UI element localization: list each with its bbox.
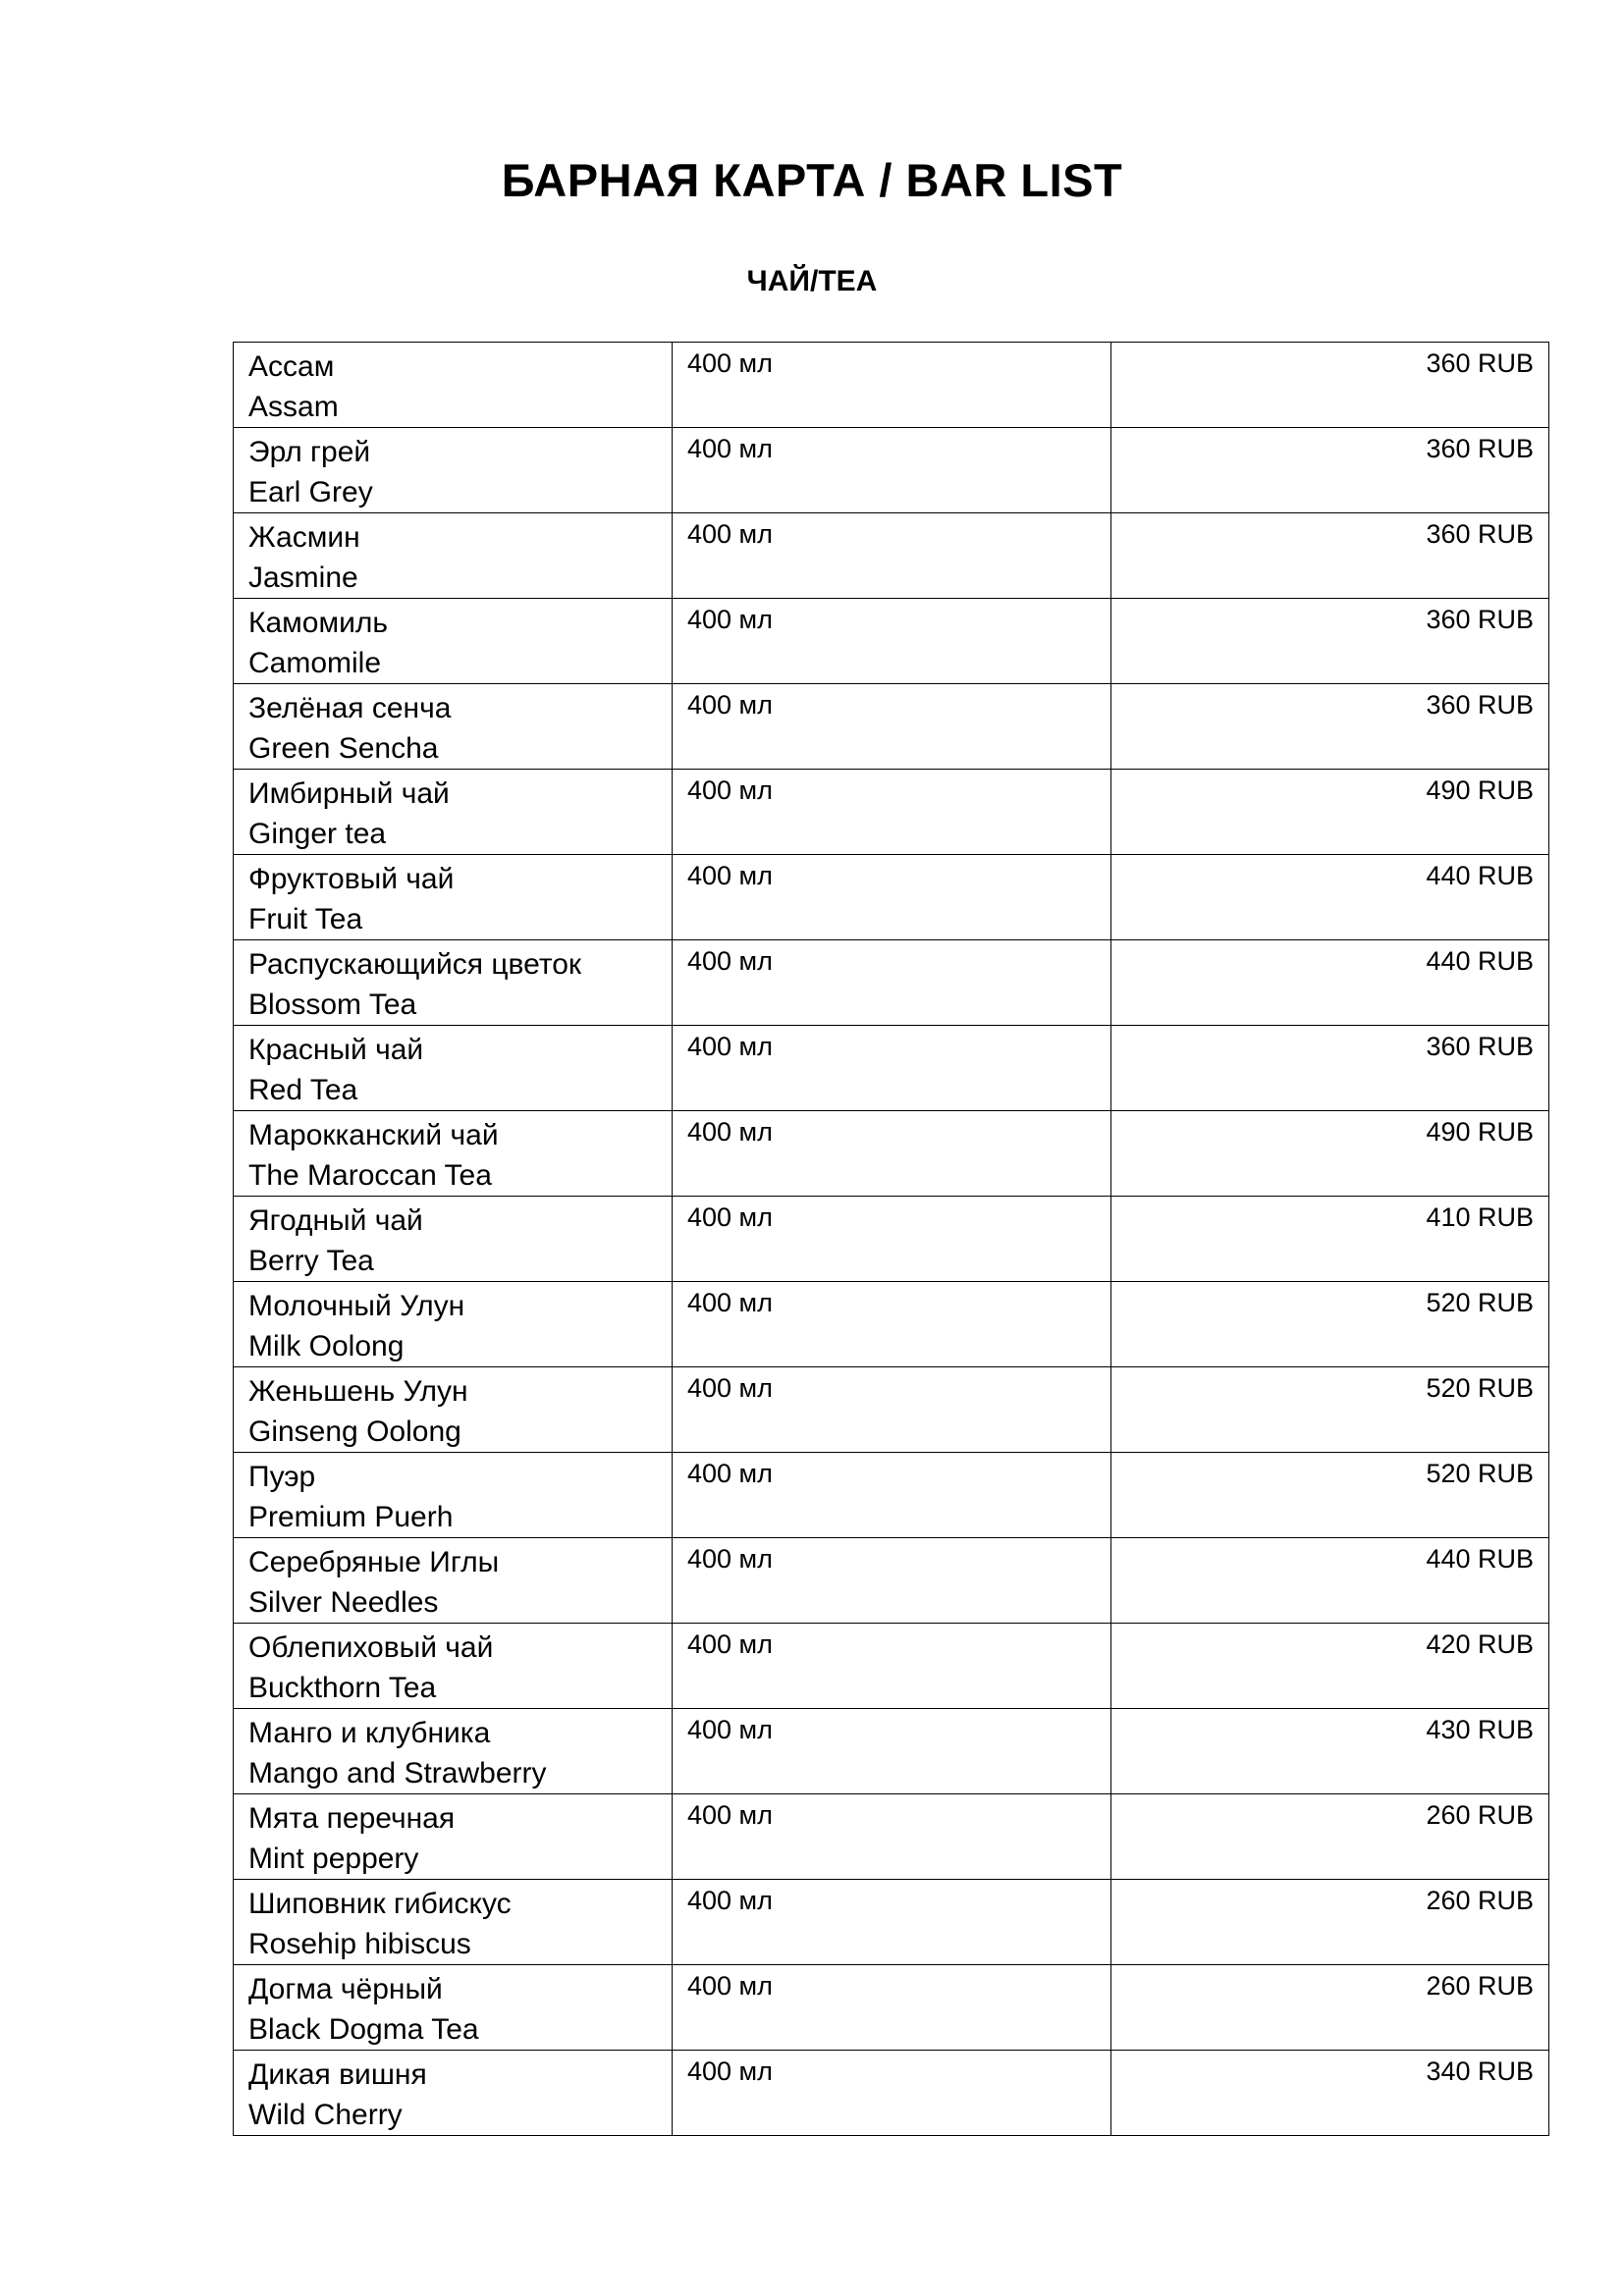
item-name-ru: Камомиль [248,607,388,639]
item-volume-cell [673,1367,1111,1453]
item-price: 340 RUB [1426,2056,1534,2086]
item-name-cell [234,855,673,940]
item-volume-cell [673,1111,1111,1197]
item-name-cell [234,1538,673,1624]
item-name-en: Jasmine [248,561,358,594]
item-price: 420 RUB [1426,1629,1534,1659]
item-name-en: Blossom Tea [248,988,417,1021]
table-row [234,1794,1549,1880]
table-row [234,599,1549,684]
item-name-en: Milk Oolong [248,1330,405,1362]
item-volume-cell [673,684,1111,770]
item-price-cell [1111,1880,1549,1965]
item-name-ru: Серебряные Иглы [248,1546,500,1578]
item-price: 520 RUB [1426,1288,1534,1317]
item-name-ru: Имбирный чай [248,777,450,810]
table-row [234,684,1549,770]
section-title: ЧАЙ/TEA [746,265,878,297]
item-price: 410 RUB [1426,1202,1534,1232]
item-volume: 400 мл [687,519,773,549]
item-volume-cell [673,1197,1111,1282]
item-volume: 400 мл [687,1886,773,1915]
item-price-cell [1111,1111,1549,1197]
tea-menu-body [234,343,1549,2136]
item-name-ru: Распускающийся цветок [248,948,582,981]
item-name-ru: Мята перечная [248,1802,456,1835]
item-price: 440 RUB [1426,1544,1534,1574]
item-volume-cell [673,599,1111,684]
item-volume: 400 мл [687,1288,773,1317]
item-price-cell [1111,770,1549,855]
table-row [234,940,1549,1026]
item-name-cell [234,1453,673,1538]
item-price: 360 RUB [1426,605,1534,634]
item-price-cell [1111,1367,1549,1453]
item-name-en: Mint peppery [248,1842,419,1875]
item-volume: 400 мл [687,1971,773,2001]
item-name-en: Assam [248,391,339,423]
item-price-cell [1111,1026,1549,1111]
item-volume-cell [673,2051,1111,2136]
item-volume-cell [673,1538,1111,1624]
item-name-ru: Молочный Улун [248,1290,465,1322]
item-name-en: Rosehip hibiscus [248,1928,471,1960]
tea-menu-table [233,342,1549,2136]
item-price-cell [1111,1624,1549,1709]
item-name-en: Red Tea [248,1074,358,1106]
item-volume-cell [673,343,1111,428]
item-volume-cell [673,1282,1111,1367]
item-price: 360 RUB [1426,690,1534,720]
item-price: 440 RUB [1426,861,1534,890]
item-price: 360 RUB [1426,1032,1534,1061]
item-price-cell [1111,1709,1549,1794]
table-row [234,428,1549,513]
item-price: 430 RUB [1426,1715,1534,1744]
item-volume-cell [673,1794,1111,1880]
item-name-ru: Женьшень Улун [248,1375,468,1408]
item-price-cell [1111,428,1549,513]
table-row [234,1026,1549,1111]
item-name-ru: Фруктовый чай [248,863,455,895]
item-price: 360 RUB [1426,519,1534,549]
item-volume-cell [673,855,1111,940]
item-volume: 400 мл [687,690,773,720]
item-name-cell [234,1282,673,1367]
item-price: 520 RUB [1426,1459,1534,1488]
item-name-en: Buckthorn Tea [248,1672,437,1704]
item-price-cell [1111,1282,1549,1367]
item-price-cell [1111,343,1549,428]
item-name-ru: Эрл грей [248,436,371,468]
table-row [234,855,1549,940]
item-name-ru: Зелёная сенча [248,692,452,724]
item-name-ru: Жасмин [248,521,360,554]
table-row [234,2051,1549,2136]
table-row [234,1538,1549,1624]
item-price-cell [1111,2051,1549,2136]
item-price: 490 RUB [1426,775,1534,805]
document-title: БАРНАЯ КАРТА / BAR LIST [501,154,1123,206]
item-volume: 400 мл [687,2056,773,2086]
item-name-en: Ginger tea [248,818,387,850]
item-volume: 400 мл [687,1117,773,1147]
item-volume: 400 мл [687,1202,773,1232]
item-volume: 400 мл [687,605,773,634]
item-price: 490 RUB [1426,1117,1534,1147]
item-name-cell [234,770,673,855]
item-name-cell [234,1367,673,1453]
item-name-cell [234,1624,673,1709]
item-price-cell [1111,1197,1549,1282]
item-name-cell [234,343,673,428]
item-name-en: Ginseng Oolong [248,1415,461,1448]
item-name-ru: Манго и клубника [248,1717,491,1749]
item-name-cell [234,1197,673,1282]
item-name-cell [234,1111,673,1197]
table-row [234,1880,1549,1965]
item-name-ru: Шиповник гибискус [248,1888,512,1920]
item-name-en: Green Sencha [248,732,439,765]
table-row [234,1709,1549,1794]
item-volume-cell [673,1709,1111,1794]
item-price-cell [1111,1538,1549,1624]
item-volume: 400 мл [687,1373,773,1403]
table-row [234,1453,1549,1538]
table-row [234,1367,1549,1453]
item-volume: 400 мл [687,1032,773,1061]
item-name-en: Earl Grey [248,476,373,508]
item-name-cell [234,1709,673,1794]
item-volume: 400 мл [687,434,773,463]
item-price-cell [1111,1965,1549,2051]
table-row [234,770,1549,855]
item-price: 360 RUB [1426,348,1534,378]
item-name-en: The Maroccan Tea [248,1159,492,1192]
item-name-ru: Догма чёрный [248,1973,443,2005]
item-volume: 400 мл [687,1800,773,1830]
item-name-cell [234,940,673,1026]
table-row [234,1197,1549,1282]
item-volume: 400 мл [687,1544,773,1574]
item-name-cell [234,2051,673,2136]
table-row [234,513,1549,599]
item-name-en: Mango and Strawberry [248,1757,547,1789]
item-name-en: Black Dogma Tea [248,2013,479,2046]
item-volume-cell [673,1880,1111,1965]
item-volume-cell [673,1624,1111,1709]
item-volume-cell [673,513,1111,599]
item-name-en: Camomile [248,647,382,679]
item-volume: 400 мл [687,1629,773,1659]
table-row [234,1624,1549,1709]
item-price: 260 RUB [1426,1971,1534,2001]
item-name-cell [234,1026,673,1111]
item-volume-cell [673,940,1111,1026]
item-name-cell [234,599,673,684]
item-name-cell [234,684,673,770]
item-name-en: Silver Needles [248,1586,439,1619]
item-price: 260 RUB [1426,1886,1534,1915]
item-price-cell [1111,684,1549,770]
item-volume-cell [673,770,1111,855]
item-name-en: Berry Tea [248,1245,374,1277]
item-name-cell [234,1794,673,1880]
table-row [234,1282,1549,1367]
item-name-cell [234,1880,673,1965]
item-volume-cell [673,428,1111,513]
item-name-cell [234,428,673,513]
item-name-ru: Ягодный чай [248,1204,423,1237]
item-name-ru: Марокканский чай [248,1119,499,1151]
item-volume: 400 мл [687,775,773,805]
item-price: 260 RUB [1426,1800,1534,1830]
table-row [234,1965,1549,2051]
table-row [234,343,1549,428]
item-volume-cell [673,1453,1111,1538]
item-volume: 400 мл [687,348,773,378]
item-volume-cell [673,1965,1111,2051]
item-price-cell [1111,940,1549,1026]
item-name-ru: Дикая вишня [248,2058,427,2091]
item-name-ru: Облепиховый чай [248,1631,494,1664]
table-row [234,1111,1549,1197]
item-price-cell [1111,1794,1549,1880]
item-name-cell [234,1965,673,2051]
item-name-cell [234,513,673,599]
item-price: 520 RUB [1426,1373,1534,1403]
item-volume: 400 мл [687,1459,773,1488]
item-name-en: Premium Puerh [248,1501,454,1533]
item-price-cell [1111,513,1549,599]
item-price-cell [1111,599,1549,684]
item-price: 360 RUB [1426,434,1534,463]
item-price: 440 RUB [1426,946,1534,976]
item-volume: 400 мл [687,861,773,890]
item-volume: 400 мл [687,946,773,976]
item-name-ru: Пуэр [248,1461,316,1493]
item-name-en: Fruit Tea [248,903,363,935]
item-name-ru: Ассам [248,350,335,383]
item-volume-cell [673,1026,1111,1111]
item-name-ru: Красный чай [248,1034,424,1066]
item-name-en: Wild Cherry [248,2099,403,2131]
item-price-cell [1111,855,1549,940]
item-volume: 400 мл [687,1715,773,1744]
item-price-cell [1111,1453,1549,1538]
